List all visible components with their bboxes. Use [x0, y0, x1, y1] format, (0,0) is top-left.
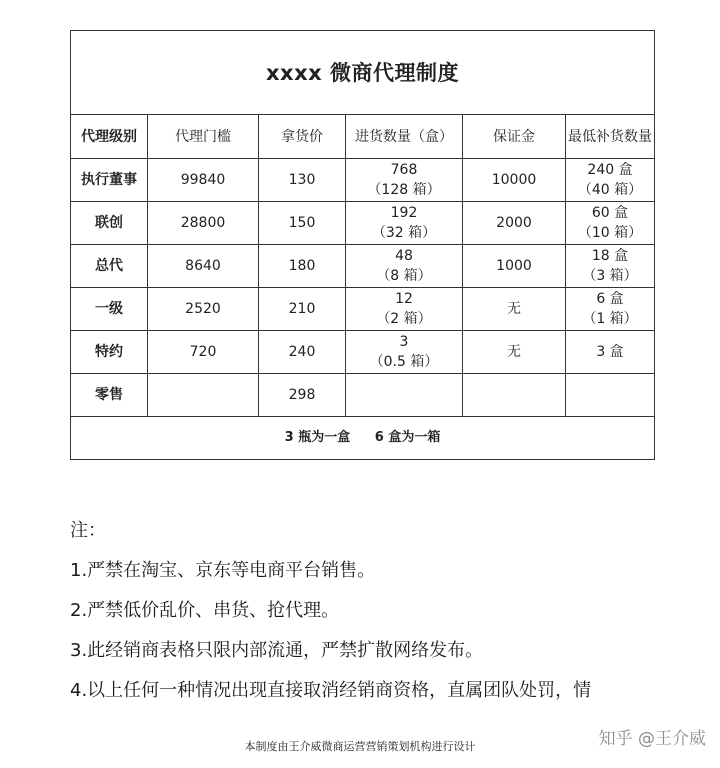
- table-header-row: [71, 115, 655, 159]
- footer-bottles-per-box: 3 瓶为一盒: [284, 430, 351, 445]
- footer-boxes-per-case: 6 盒为一箱: [374, 430, 441, 445]
- header-min-restock: 最低补货数量: [566, 115, 655, 159]
- min-restock-cell: [566, 331, 655, 374]
- quantity-boxes: 3: [399, 334, 409, 350]
- quantity-cell: [346, 374, 463, 417]
- notes-section: [70, 515, 710, 715]
- min-restock-cases: （3 箱）: [582, 268, 638, 284]
- quantity-cell: [346, 245, 463, 288]
- price-cell: 240: [259, 331, 346, 374]
- threshold-cell: 99840: [148, 159, 259, 202]
- min-restock-cases: （1 箱）: [582, 311, 638, 327]
- design-credit: 本制度由王介威微商运营营销策划机构进行设计: [244, 740, 476, 753]
- price-cell: 130: [259, 159, 346, 202]
- agent-policy-table-sheet: [70, 30, 654, 460]
- note-item: 1.严禁在淘宝、京东等电商平台销售。: [70, 560, 376, 581]
- table-title: xxxx 微商代理制度: [71, 31, 655, 115]
- level-cell: 联创: [71, 202, 148, 245]
- note-item: 4.以上任何一种情况出现直接取消经销商资格，直属团队处罚，情: [70, 680, 592, 701]
- min-restock-boxes: 240 盒: [587, 162, 633, 178]
- min-restock-boxes: 3 盒: [596, 344, 624, 360]
- price-cell: 298: [259, 374, 346, 417]
- agent-policy-table: [70, 30, 655, 460]
- level-cell: 特约: [71, 331, 148, 374]
- min-restock-cell: [566, 374, 655, 417]
- deposit-cell: 2000: [463, 202, 566, 245]
- table-row: [71, 288, 655, 331]
- table-row: [71, 374, 655, 417]
- min-restock-cases: （10 箱）: [577, 225, 643, 241]
- quantity-cases: （8 箱）: [376, 268, 432, 284]
- min-restock-boxes: 6 盒: [596, 291, 624, 307]
- note-item: 2.严禁低价乱价、串货、抢代理。: [70, 600, 340, 621]
- threshold-cell: 8640: [148, 245, 259, 288]
- quantity-cell: [346, 202, 463, 245]
- quantity-cases: （32 箱）: [371, 225, 437, 241]
- quantity-boxes: 768: [390, 162, 418, 178]
- level-cell: 执行董事: [71, 159, 148, 202]
- note-item: 3.此经销商表格只限内部流通，严禁扩散网络发布。: [70, 640, 484, 661]
- quantity-cases: （0.5 箱）: [369, 354, 439, 370]
- threshold-cell: 2520: [148, 288, 259, 331]
- table-row: [71, 245, 655, 288]
- deposit-cell: 10000: [463, 159, 566, 202]
- level-cell: 一级: [71, 288, 148, 331]
- header-quantity: 进货数量（盒）: [346, 115, 463, 159]
- quantity-cases: （2 箱）: [376, 311, 432, 327]
- quantity-boxes: 48: [395, 248, 413, 264]
- min-restock-cell: [566, 159, 655, 202]
- deposit-cell: [463, 374, 566, 417]
- threshold-cell: [148, 374, 259, 417]
- deposit-cell: 无: [463, 331, 566, 374]
- min-restock-cell: [566, 288, 655, 331]
- quantity-cases: （128 箱）: [367, 182, 441, 198]
- zhihu-watermark: 知乎 @王介威: [598, 729, 706, 749]
- threshold-cell: 28800: [148, 202, 259, 245]
- min-restock-cell: [566, 202, 655, 245]
- quantity-cell: [346, 288, 463, 331]
- min-restock-cell: [566, 245, 655, 288]
- quantity-cell: [346, 331, 463, 374]
- quantity-cell: [346, 159, 463, 202]
- table-row: [71, 331, 655, 374]
- header-level: 代理级别: [71, 115, 148, 159]
- threshold-cell: 720: [148, 331, 259, 374]
- table-footer-note: [71, 417, 655, 460]
- quantity-boxes: 192: [390, 205, 418, 221]
- header-deposit: 保证金: [463, 115, 566, 159]
- deposit-cell: 无: [463, 288, 566, 331]
- price-cell: 180: [259, 245, 346, 288]
- level-cell: 总代: [71, 245, 148, 288]
- header-threshold: 代理门槛: [148, 115, 259, 159]
- notes-heading: 注：: [70, 520, 106, 541]
- min-restock-boxes: 60 盒: [591, 205, 629, 221]
- price-cell: 210: [259, 288, 346, 331]
- deposit-cell: 1000: [463, 245, 566, 288]
- price-cell: 150: [259, 202, 346, 245]
- level-cell: 零售: [71, 374, 148, 417]
- min-restock-boxes: 18 盒: [591, 248, 629, 264]
- quantity-boxes: 12: [395, 291, 413, 307]
- header-price: 拿货价: [259, 115, 346, 159]
- table-row: [71, 159, 655, 202]
- min-restock-cases: （40 箱）: [577, 182, 643, 198]
- table-row: [71, 202, 655, 245]
